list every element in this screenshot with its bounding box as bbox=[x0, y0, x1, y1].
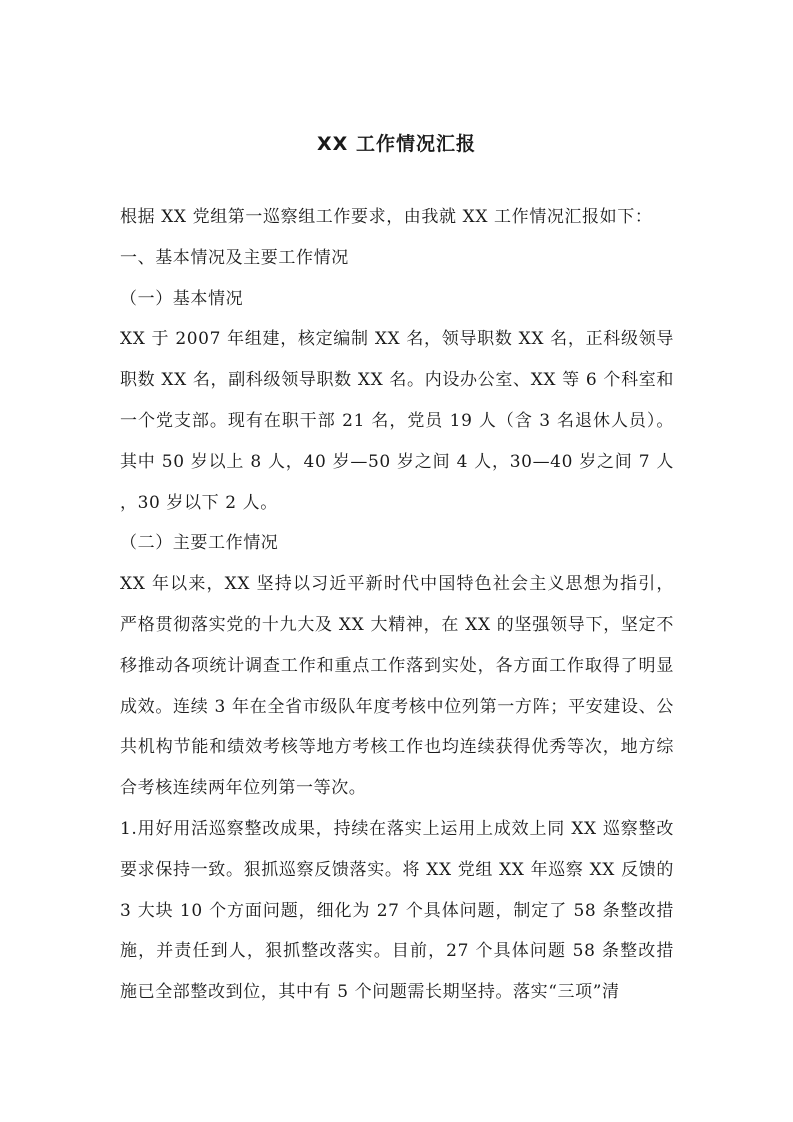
intro-paragraph: 根据 XX 党组第一巡察组工作要求，由我就 XX 工作情况汇报如下： bbox=[120, 207, 653, 227]
section-heading-basic-and-main-work: 一、基本情况及主要工作情况 bbox=[120, 247, 349, 268]
subsection-heading-basic-situation: （一）基本情况 bbox=[120, 288, 244, 309]
item-1-paragraph: 1.用好用活巡察整改成果，持续在落实上运用上成效上同 XX 巡察整改要求保持一致。狠抓巡察反馈落实。将 XX 党组 XX 年巡察 XX 反馈的 3 大块 10 个方面问题，细化为 27 个具体问题，制定了 58 条整改措施，并责任到人，狠抓整改落实。目前，27 个具体问题 58 条整改措施已全部整改到位，其中有 5 个问题需长期坚持。落实“三项”清 bbox=[120, 818, 674, 1003]
document-title: XX 工作情况汇报 bbox=[317, 133, 476, 155]
document-body bbox=[120, 197, 674, 1013]
main-work-paragraph: XX 年以来，XX 坚持以习近平新时代中国特色社会主义思想为指引，严格贯彻落实党的十九大及 XX 大精神，在 XX 的坚强领导下，坚定不移推动各项统计调查工作和重点工作落到实处，各方面工作取得了明显成效。连续 3 年在全省市级队年度考核中位列第一方阵；平安建设、公共机构节能和绩效考核等地方考核工作也均连续获得优秀等次，地方综合考核连续两年位列第一等次。 bbox=[120, 574, 674, 799]
subsection-heading-main-work: （二）主要工作情况 bbox=[120, 533, 279, 554]
basic-situation-paragraph: XX 于 2007 年组建，核定编制 XX 名，领导职数 XX 名，正科级领导职数 XX 名，副科级领导职数 XX 名。内设办公室、XX 等 6 个科室和一个党支部。现有在职干部 21 名，党员 19 人（含 3 名退休人员）。其中 50 岁以上 8 人，40 岁—50 岁之间 4 人，30—40 岁之间 7 人，30 岁以下 2 人。 bbox=[120, 329, 674, 513]
